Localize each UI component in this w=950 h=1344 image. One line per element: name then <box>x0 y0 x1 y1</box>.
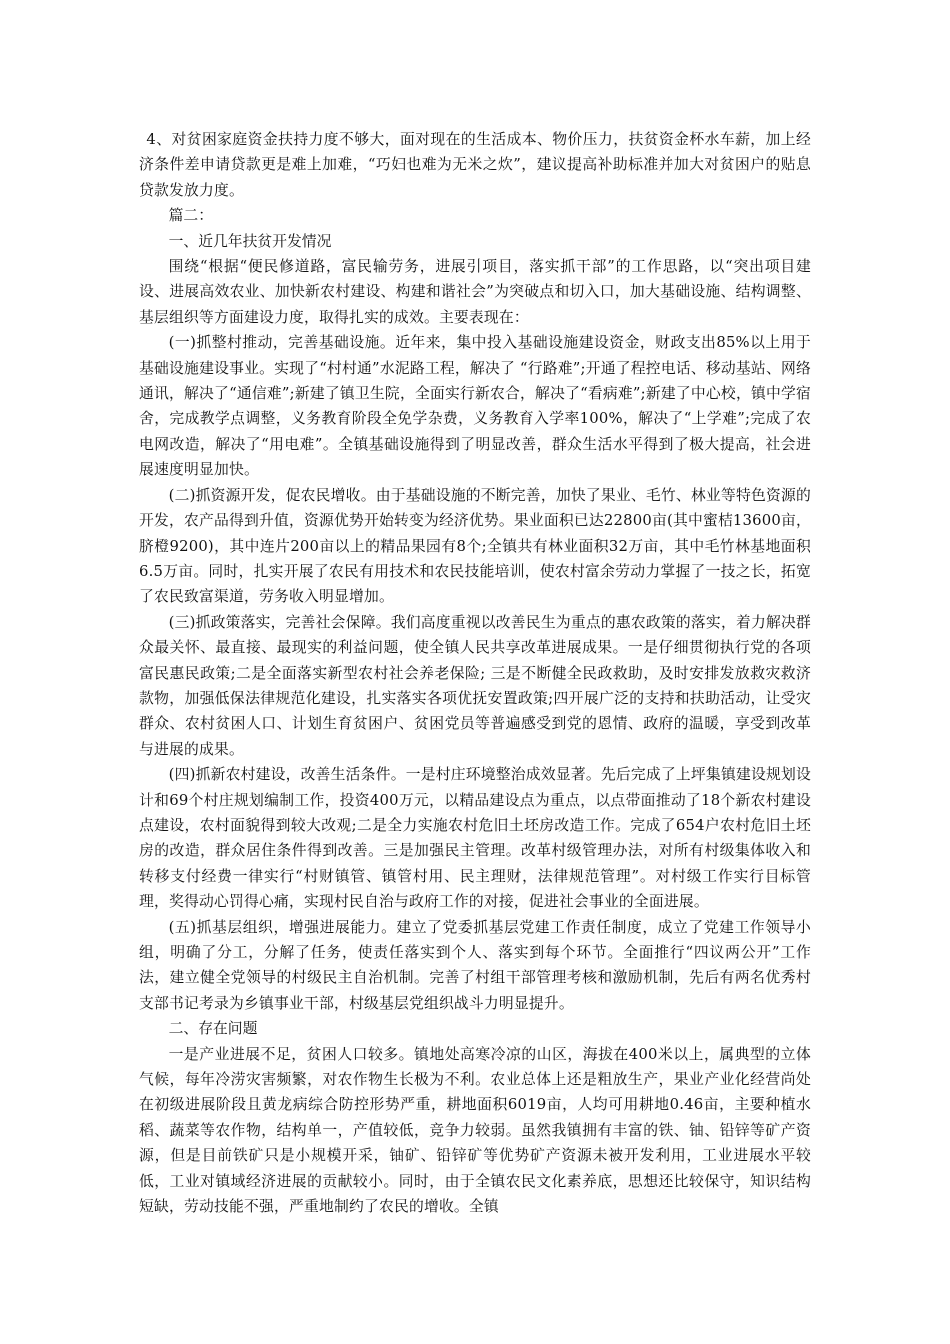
paragraph-resource-development: (二)抓资源开发，促农民增收。由于基础设施的不断完善，加快了果业、毛竹、林业等特色资源的开发，农产品得到升值，资源优势开始转变为经济优势。果业面积已达22800亩(其中蜜桔13600亩，脐橙9200)，其中连片200亩以上的精品果园有8个;全镇共有林业面积32万亩，其中毛竹林基地面积6.5万亩。同时，扎实开展了农民有用技术和农民技能培训，使农村富余劳动力掌握了一技之长，拓宽了农民致富渠道，劳务收入明显增加。 <box>139 486 811 606</box>
document-body <box>139 127 811 1219</box>
paragraph-infrastructure: (一)抓整村推动，完善基础设施。近年来，集中投入基础设施建设资金，财政支出85%以上用于基础设施建设事业。实现了“村村通”水泥路工程，解决了 “行路难”;开通了程控电话、移动基站、网络通讯，解决了“通信难”;新建了镇卫生院，全面实行新农合，解决了“看病难”;新建了中心校，镇中学宿舍，完成教学点调整，义务教育阶段全免学杂费，义务教育入学率100%，解决了“上学难”;完成了农电网改造，解决了“用电难”。全镇基础设施得到了明显改善，群众生活水平得到了极大提高，社会进展速度明显加快。 <box>139 334 811 479</box>
paragraph-work-approach: 围绕“根据“便民修道路，富民输劳务，进展引项目，落实抓干部”的工作思路，以“突出项目建设、进展高效农业、加快新农村建设、构建和谐社会”为突破点和切入口，加大基础设施、结构调整、基层组织等方面建设力度，取得扎实的成效。主要表现在： <box>139 258 811 326</box>
paragraph-grassroots-organization: (五)抓基层组织，增强进展能力。建立了党委抓基层党建工作责任制度，成立了党建工作领导小组，明确了分工，分解了任务，使责任落实到个人、落实到每个环节。全面推行“四议两公开”工作法，建立健全党领导的村级民主自治机制。完善了村组干部管理考核和激励机制，先后有两名优秀村支部书记考录为乡镇事业干部，村级基层党组织战斗力明显提升。 <box>139 918 811 1012</box>
paragraph-poverty-funding: 4、对贫困家庭资金扶持力度不够大，面对现在的生活成本、物价压力，扶贫资金杯水车薪，加上经济条件差申请贷款更是难上加难，“巧妇也难为无米之炊”，建议提高补助标准并加大对贫困户的贴息贷款发放力度。 <box>139 131 811 199</box>
paragraph-new-countryside: (四)抓新农村建设，改善生活条件。一是村庄环境整治成效显著。先后完成了上坪集镇建设规划设计和69个村庄规划编制工作，投资400万元，以精品建设点为重点，以点带面推动了18个新农村建设点建设，农村面貌得到较大改观;二是全力实施农村危旧土坯房改造工作。完成了654户农村危旧土坯房的改造，群众居住条件得到改善。三是加强民主管理。改革村级管理办法，对所有村级集体收入和转移支付经费一律实行“村财镇管、镇管村用、民主理财，法律规范管理”。对村级工作实行目标管理，奖得动心罚得心痛，实现村民自治与政府工作的对接，促进社会事业的全面进展。 <box>139 766 811 911</box>
paragraph-social-security: (三)抓政策落实，完善社会保障。我们高度重视以改善民生为重点的惠农政策的落实，着力解决群众最关怀、最直接、最现实的利益问题，使全镇人民共享改革进展成果。一是仔细贯彻执行党的各项富民惠民政策;二是全面落实新型农村社会养老保险; 三是不断健全民政救助，及时安排发放救灾救济款物，加强低保法律规范化建设，扎实落实各项优抚安置政策;四开展广泛的支持和扶助活动，让受灾群众、农村贫困人口、计划生育贫困户、贫困党员等普遍感受到党的恩情、政府的温暖，享受到改革与进展的成果。 <box>139 613 811 758</box>
section-heading-poverty-development: 一、近几年扶贫开发情况 <box>168 232 332 250</box>
paragraph-industry-problems: 一是产业进展不足，贫困人口较多。镇地处高寒冷凉的山区，海拔在400米以上，属典型的立体气候，每年冷涝灾害频繁，对农作物生长极为不利。农业总体上还是粗放生产，果业产业化经营尚处在初级进展阶段且黄龙病综合防控形势严重，耕地面积6019亩，人均可用耕地0.46亩，主要种植水稻、蔬菜等农作物，结构单一，产值较低，竞争力较弱。虽然我镇拥有丰富的铁、铀、铅锌等矿产资源，但是目前铁矿只是小规模开采，铀矿、铅锌矿等优势矿产资源未被开发利用，工业进展水平较低，工业对镇域经济进展的贡献较小。同时，由于全镇农民文化素养底，思想还比较保守，知识结构短缺，劳动技能不强，严重地制约了农民的增收。全镇 <box>139 1045 811 1216</box>
section-label-part-two: 篇二： <box>168 207 213 225</box>
section-heading-problems: 二、存在问题 <box>168 1020 258 1038</box>
